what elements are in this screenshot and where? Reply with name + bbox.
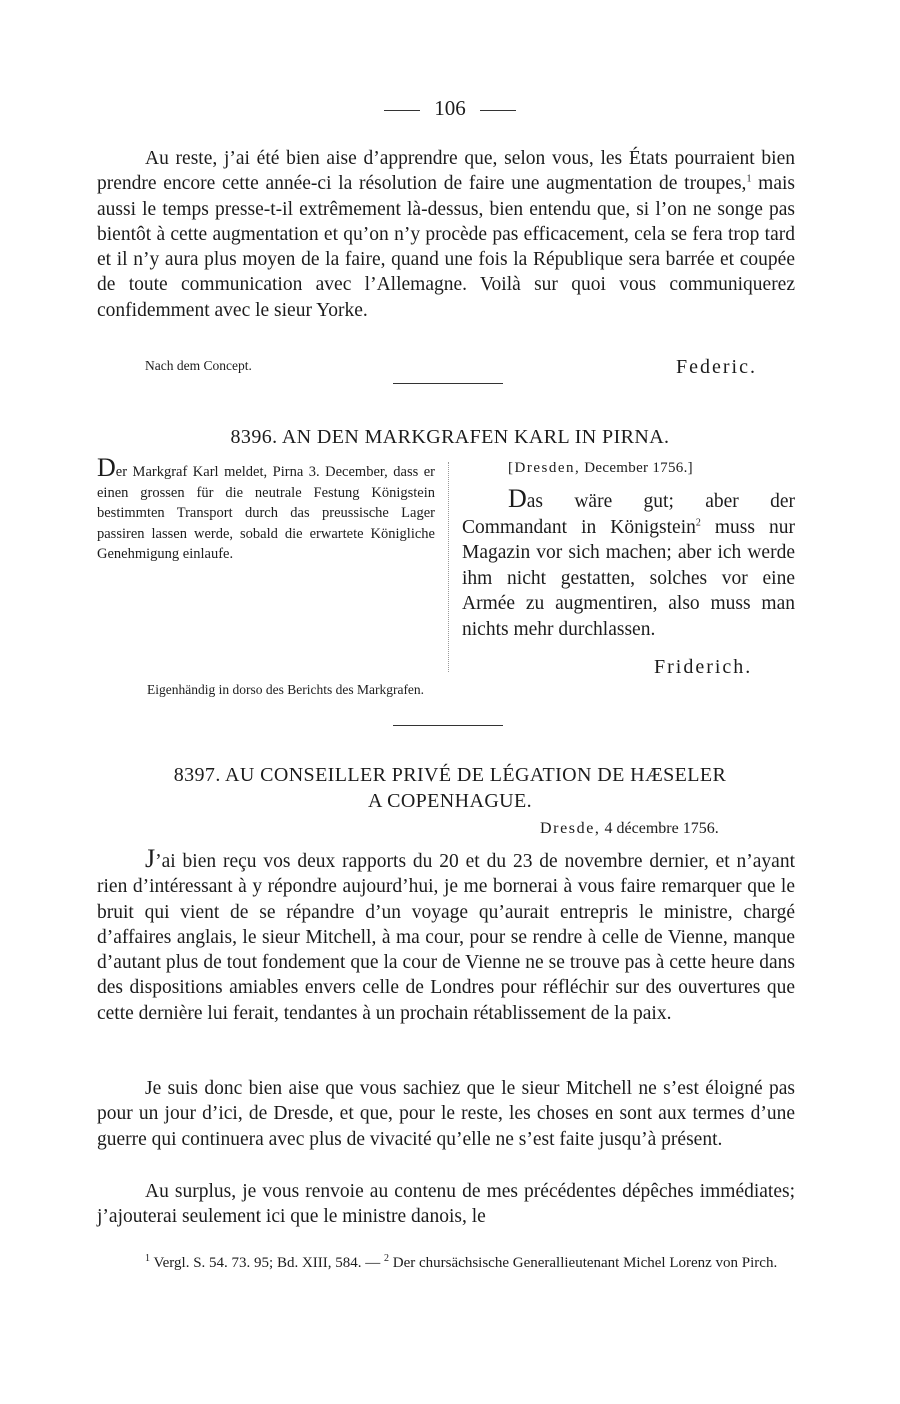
date-text: December 1756.]: [584, 460, 693, 476]
source-note-concept: Nach dem Concept.: [145, 358, 252, 373]
letter-8396-heading: 8396. AN DEN MARKGRAFEN KARL IN PIRNA.: [230, 426, 670, 448]
letter-8397-heading-line2: A COPENHAGUE.: [367, 790, 533, 812]
footnote-mark-2: 2: [695, 517, 701, 528]
letter-8397-heading-line1: 8397. AU CONSEILLER PRIVÉ DE LÉGATION DE HÆSELER: [173, 764, 727, 786]
date-place: [Dresden,: [508, 460, 581, 476]
paragraph-3-text: Au surplus, je vous renvoie au contenu de mes précédentes dépêches immédiates; j’ajouterai seulement ici que le ministre danois, le: [97, 1181, 795, 1228]
signature-federic: Federic.: [676, 356, 757, 378]
letter-8396-date: [508, 460, 693, 477]
page-number-text: 106: [434, 96, 466, 120]
letter-8396-response: [462, 486, 795, 642]
letter-8396-summary: [97, 453, 435, 565]
footnote-2-text: Der chursächsische Generallieutenant Michel Lorenz von Pirch.: [389, 1255, 778, 1271]
source-note-eigenhaendig: Eigenhändig in dorso des Berichts des Markgrafen.: [147, 682, 425, 697]
letter-8395-text-cont: mais aussi le temps presse-t-il extrêmement là-dessus, bien entendu que, si l’on ne songe pas bientôt à cette augmentation et qu’on n’y procède pas efficacement, cela se fera trop tard et il n’y aura plus moyen de la faire, quand une fois la République sera barrée et coupée de toute communication avec l’Allemagne. Voilà sur quoi vous communiquerez confidemment avec le sieur Yorke.: [97, 173, 795, 321]
letter-8397-paragraph-2: [97, 1076, 795, 1152]
page-number: [0, 96, 900, 121]
page-number-dash-right: [480, 110, 516, 111]
paragraph-1-text: ’ai bien reçu vos deux rapports du 20 et du 23 de novembre dernier, et n’ayant rien d’intéressant à y répondre aujourd’hui, je me bornerai à vous faire remarquer que le bruit qui vient de se répandre d’un voyage qu’aurait entrepris le ministre, chargé d’affaires anglais, le sieur Mitchell, à ma cour, pour se rendre à celle de Vienne, manque d’autant plus de tout fondement que la cour de Vienne ne se trouve pas à cette heure dans des dispositions amiables envers celle de Londres pour réfléchir sur des ouvertures que cette dernière lui ferait, tendantes à un prochain rétablissement de la paix.: [97, 851, 795, 1024]
response-text-a: as wäre gut; aber der Commandant in Königstein: [462, 491, 795, 538]
response-initial: D: [508, 484, 527, 513]
summary-initial: D: [97, 453, 116, 482]
signature-friderich: Friderich.: [654, 656, 753, 678]
letter-8395-paragraph: [97, 146, 795, 323]
date-place: Dresde,: [540, 820, 601, 837]
letter-8397-date: [540, 820, 719, 838]
paragraph-2-text: Je suis donc bien aise que vous sachiez que le sieur Mitchell ne s’est éloigné pas pour un jour d’ici, de Dresde, et que, pour le reste, les choses en sont aux termes d’une guerre qui continuera avec plus de vivacité qu’elle ne s’est faite jusqu’à présent.: [97, 1078, 795, 1150]
footnote-mark-1: 1: [746, 173, 752, 185]
footnotes: [97, 1252, 795, 1274]
summary-text: er Markgraf Karl meldet, Pirna 3. December, dass er einen grossen für die neutrale Festung Königstein bestimmten Transport durch das preussische Lager passiren lassen werde, sobald die erwartete Königliche Genehmigung einlaufe.: [97, 464, 435, 562]
response-text-b: muss nur Magazin vor sich machen; aber ich werde ihm nicht gestatten, solches vor eine Armée zu augmentiren, also muss man nichts mehr durchlassen.: [462, 516, 795, 640]
footnote-1-mark: 1: [145, 1253, 150, 1264]
column-separator: [448, 462, 449, 672]
paragraph-initial: J: [145, 844, 156, 873]
footnote-2-mark: 2: [384, 1253, 390, 1264]
section-divider: [393, 725, 503, 726]
letter-8395-text: Au reste, j’ai été bien aise d’apprendre que, selon vous, les États pourraient bien prendre encore cette année-ci la résolution de faire une augmentation de troupes,: [97, 148, 795, 195]
section-divider: [393, 383, 503, 384]
letter-8397-paragraph-3: [97, 1179, 795, 1230]
footnote-1-text: Vergl. S. 54. 73. 95; Bd. XIII, 584. —: [150, 1255, 381, 1271]
date-text: 4 décembre 1756.: [604, 820, 719, 837]
letter-8397-paragraph-1: [97, 846, 795, 1026]
page-number-dash-left: [384, 110, 420, 111]
